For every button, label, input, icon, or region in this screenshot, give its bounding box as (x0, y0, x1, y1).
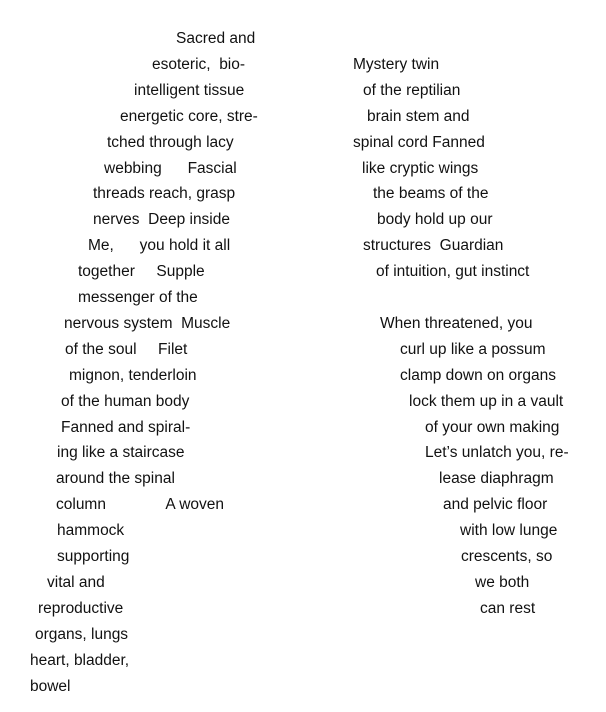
poem-right-line: like cryptic wings (362, 159, 479, 177)
poem-right-line: of your own making (425, 418, 560, 436)
poem-left-line: of the human body (61, 392, 190, 410)
poem-left-line: intelligent tissue (134, 81, 245, 99)
poem-left-line: around the spinal (56, 470, 175, 488)
poem-left-line: mignon, tenderloin (69, 366, 197, 384)
poem-left-line: reproductive (38, 599, 124, 617)
poem-right-line: lease diaphragm (439, 470, 554, 488)
poem-left-line: energetic core, stre- (120, 107, 258, 125)
poem-right-line: crescents, so (461, 548, 553, 565)
poem-right-line: with low lunge (460, 522, 558, 540)
poem-left-line: bowel (30, 677, 71, 695)
poem-left-line: supporting (57, 548, 130, 565)
poem-left-line: Sacred and (176, 30, 256, 47)
poem-left-line: nerves Deep inside (93, 211, 230, 229)
poem-left-line: Fanned and spiral- (61, 418, 191, 436)
poem-right-line: spinal cord Fanned (353, 133, 485, 151)
poem-right-line: of intuition, gut instinct (376, 263, 530, 281)
poem-right-line: Mystery twin (353, 55, 440, 73)
poem-right-line: the beams of the (373, 185, 489, 203)
poem-left-line: messenger of the (78, 289, 198, 306)
poem-right-line: brain stem and (367, 107, 470, 125)
poem-right-line: and pelvic floor (443, 496, 548, 514)
poem-right-line: lock them up in a vault (409, 392, 564, 410)
poem-left-line: column A woven (56, 496, 224, 514)
poem-right-line: When threatened, you (380, 314, 533, 332)
poem-left-line: Me, you hold it all (88, 237, 231, 255)
poem-left-line: of the soul Filet (65, 340, 188, 358)
poem-right-line: Let’s unlatch you, re- (425, 444, 569, 462)
poem-right-line: can rest (480, 599, 536, 617)
poem-left-line: nervous system Muscle (64, 314, 231, 332)
poem-left-line: vital and (47, 573, 105, 591)
poem-left-line: hammock (57, 522, 125, 540)
poem-left-line: organs, lungs (35, 625, 129, 643)
poem-right-line: curl up like a possum (400, 340, 546, 358)
poem-left-line: heart, bladder, (30, 651, 130, 669)
poem-right-line: we both (475, 573, 530, 591)
poem-left-line: threads reach, grasp (93, 185, 236, 203)
poem-left-line: ing like a staircase (57, 444, 185, 462)
poem-left-line: together Supple (78, 263, 205, 281)
poem-left-line: webbing Fascial (104, 159, 237, 177)
poem-right-line: body hold up our (377, 211, 493, 229)
poem-right-line: of the reptilian (363, 81, 461, 99)
poem-left-line: tched through lacy (107, 133, 234, 151)
poem-right-line: structures Guardian (363, 237, 504, 255)
poem-right-line: clamp down on organs (400, 366, 556, 384)
poem-left-line: esoteric, bio- (152, 55, 246, 73)
